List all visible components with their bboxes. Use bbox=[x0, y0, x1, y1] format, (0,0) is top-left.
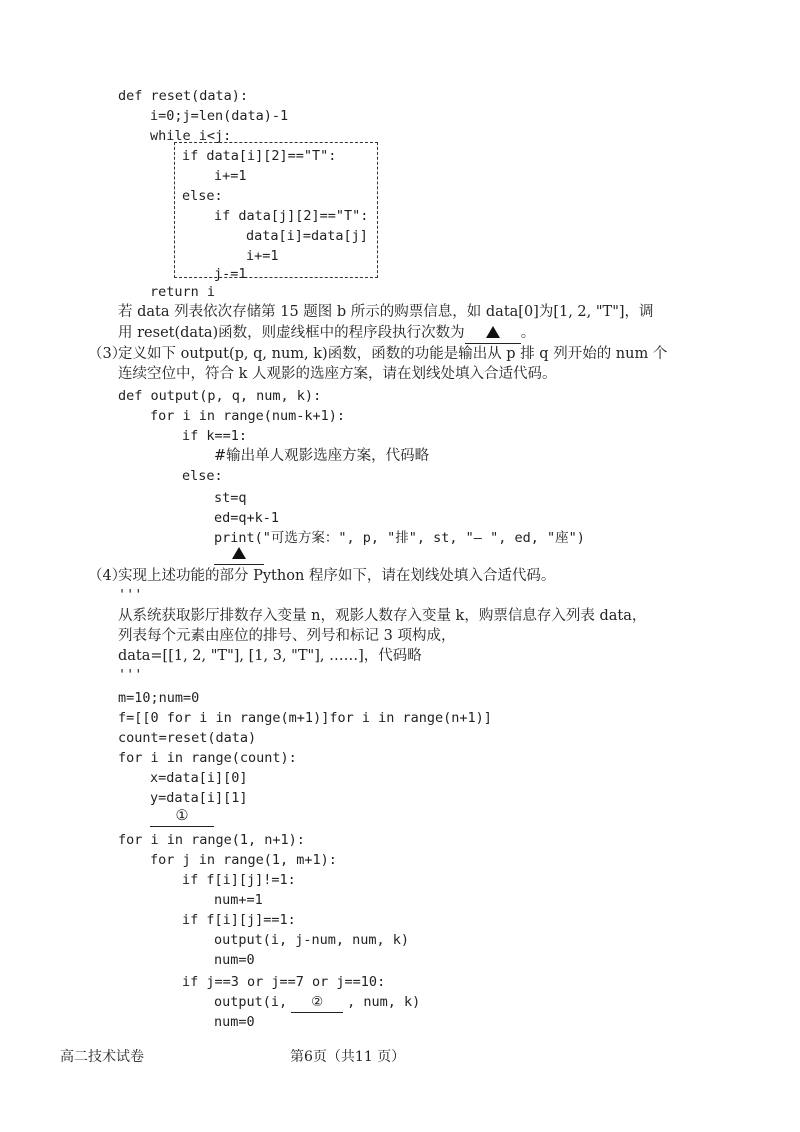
main-code-l3: count=reset(data) bbox=[118, 730, 257, 746]
q3-label: （3） bbox=[88, 346, 127, 362]
docstring-open: ''' bbox=[118, 587, 143, 603]
main-code-l11: num+=1 bbox=[214, 892, 263, 908]
triangle-icon bbox=[486, 326, 500, 338]
main-code-l16: output(i, ② , num, k) bbox=[214, 992, 420, 1013]
q3-text-line2: 连续空位中，符合 k 人观影的选座方案，请在划线处填入合适代码。 bbox=[118, 366, 557, 382]
reset-assign-line: data[i]=data[j] bbox=[246, 228, 368, 244]
q2-text-line1: 若 data 列表依次存储第 15 题图 b 所示的购票信息，如 data[0]为[1, 2, "T"]，调 bbox=[118, 304, 654, 320]
reset-def-line: def reset(data): bbox=[118, 88, 249, 104]
output-ed-line: ed=q+k-1 bbox=[214, 510, 280, 526]
main-code-l17: num=0 bbox=[214, 1014, 255, 1030]
main-code-l15: if j==3 or j==7 or j==10: bbox=[182, 974, 386, 990]
output-else-line: else: bbox=[182, 468, 223, 484]
main-code-l1: m=10;num=0 bbox=[118, 690, 200, 706]
blank-1: ① bbox=[150, 806, 214, 827]
blank-2: ② bbox=[291, 992, 343, 1013]
output-if-line: if k==1: bbox=[182, 428, 248, 444]
reset-dec-line: j-=1 bbox=[214, 266, 247, 282]
answer-blank-triangle bbox=[465, 323, 521, 344]
reset-if1-line: if data[i][2]=="T": bbox=[182, 148, 337, 164]
reset-return-line: return i bbox=[150, 284, 216, 300]
footer-page-number: 第6页（共11 页） bbox=[290, 1049, 406, 1065]
q3-answer-blank bbox=[214, 544, 264, 565]
main-code-l4: for i in range(count): bbox=[118, 750, 297, 766]
q4-text-line1: 实现上述功能的部分 Python 程序如下，请在划线处填入合适代码。 bbox=[118, 568, 556, 584]
reset-inc2-line: i+=1 bbox=[246, 248, 279, 264]
main-code-l14: num=0 bbox=[214, 952, 255, 968]
doc-line2: 列表每个元素由座位的排号、列号和标记 3 项构成， bbox=[118, 628, 456, 644]
q2-text-line2: 用 reset(data)函数，则虚线框中的程序段执行次数为 。 bbox=[118, 323, 535, 344]
main-code-l9: for j in range(1, m+1): bbox=[150, 852, 337, 868]
triangle-icon bbox=[232, 547, 246, 559]
doc-line3: data=[[1, 2, "T"], [1, 3, "T"], ……]，代码略 bbox=[118, 648, 422, 664]
output-print-line: print("可选方案：", p, "排", st, "— ", ed, "座") bbox=[214, 530, 585, 546]
main-code-l12: if f[i][j]==1: bbox=[182, 912, 296, 928]
reset-inc1-line: i+=1 bbox=[214, 168, 247, 184]
q3-text-line1: 定义如下 output(p, q, num, k)函数，函数的功能是输出从 p 排 q 列开始的 num 个 bbox=[118, 346, 668, 362]
main-code-l5: x=data[i][0] bbox=[150, 770, 248, 786]
output-for-line: for i in range(num-k+1): bbox=[150, 408, 346, 424]
doc-line1: 从系统获取影厅排数存入变量 n，观影人数存入变量 k，购票信息存入列表 data， bbox=[118, 608, 647, 624]
output-comment-line: #输出单人观影选座方案，代码略 bbox=[214, 448, 430, 464]
output-st-line: st=q bbox=[214, 490, 247, 506]
reset-if2-line: if data[j][2]=="T": bbox=[214, 208, 369, 224]
main-code-l2: f=[[0 for i in range(m+1)]for i in range(n+1)] bbox=[118, 710, 492, 726]
q4-label: （4） bbox=[88, 568, 127, 584]
main-code-l10: if f[i][j]!=1: bbox=[182, 872, 296, 888]
output-def-line: def output(p, q, num, k): bbox=[118, 388, 322, 404]
reset-while-line: while i<j: bbox=[150, 128, 232, 144]
main-code-l8: for i in range(1, n+1): bbox=[118, 832, 305, 848]
footer-exam-title: 高二技术试卷 bbox=[60, 1049, 144, 1065]
main-code-l6: y=data[i][1] bbox=[150, 790, 248, 806]
reset-else-line: else: bbox=[182, 188, 223, 204]
docstring-close: ''' bbox=[118, 667, 143, 683]
reset-init-line: i=0;j=len(data)-1 bbox=[150, 108, 289, 124]
main-code-l13: output(i, j-num, num, k) bbox=[214, 932, 410, 948]
